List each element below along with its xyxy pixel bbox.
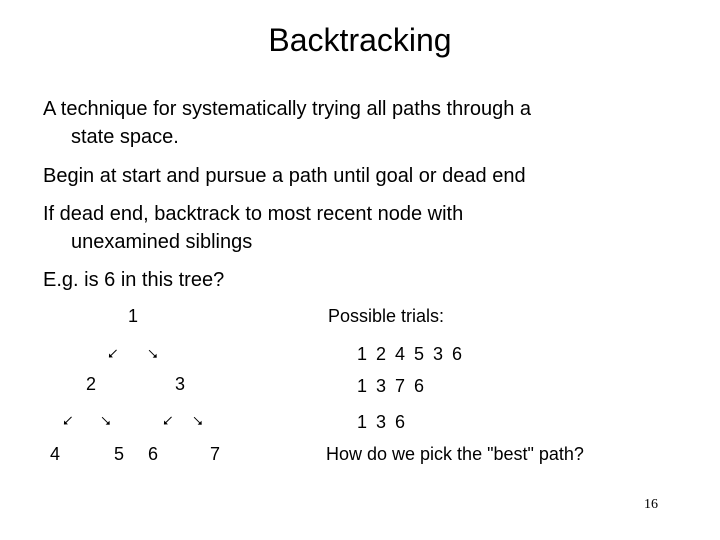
arrow-down-right-icon: ⭨ [101, 413, 111, 430]
tree-node-7: 7 [210, 444, 221, 464]
paragraph-line: state space. [71, 126, 179, 148]
trials-question: How do we pick the "best" path? [326, 444, 584, 464]
paragraph-technique [43, 95, 531, 151]
tree-node-5: 5 [114, 444, 125, 464]
paragraph-dead-end [43, 200, 463, 256]
tree-node-1: 1 [128, 306, 139, 326]
paragraph-line: unexamined siblings [71, 231, 253, 253]
paragraph-example [43, 266, 224, 294]
paragraph-begin [43, 162, 526, 190]
paragraph-line: A technique for systematically trying all paths through a [43, 98, 532, 120]
paragraph-line: E.g. is 6 in this tree? [43, 269, 225, 291]
arrow-down-left-icon: ⭩ [63, 413, 73, 430]
paragraph-line: If dead end, backtrack to most recent node with [43, 203, 464, 225]
tree-node-2: 2 [86, 374, 97, 394]
trials-heading: Possible trials: [328, 306, 445, 326]
arrow-down-right-icon: ⭨ [193, 413, 203, 430]
arrow-down-left-icon: ⭩ [163, 413, 173, 430]
paragraph-line: Begin at start and pursue a path until goal or dead end [43, 165, 526, 187]
trial-path: 1 3 7 6 [357, 376, 425, 396]
arrow-down-right-icon: ⭨ [148, 346, 158, 363]
slide-title: Backtracking [268, 22, 452, 58]
tree-node-4: 4 [50, 444, 61, 464]
arrow-down-left-icon: ⭩ [108, 346, 118, 363]
tree-node-6: 6 [148, 444, 159, 464]
tree-node-3: 3 [175, 374, 186, 394]
trial-path: 1 2 4 5 3 6 [357, 344, 463, 364]
page-number: 16 [644, 497, 658, 512]
trial-path: 1 3 6 [357, 412, 406, 432]
